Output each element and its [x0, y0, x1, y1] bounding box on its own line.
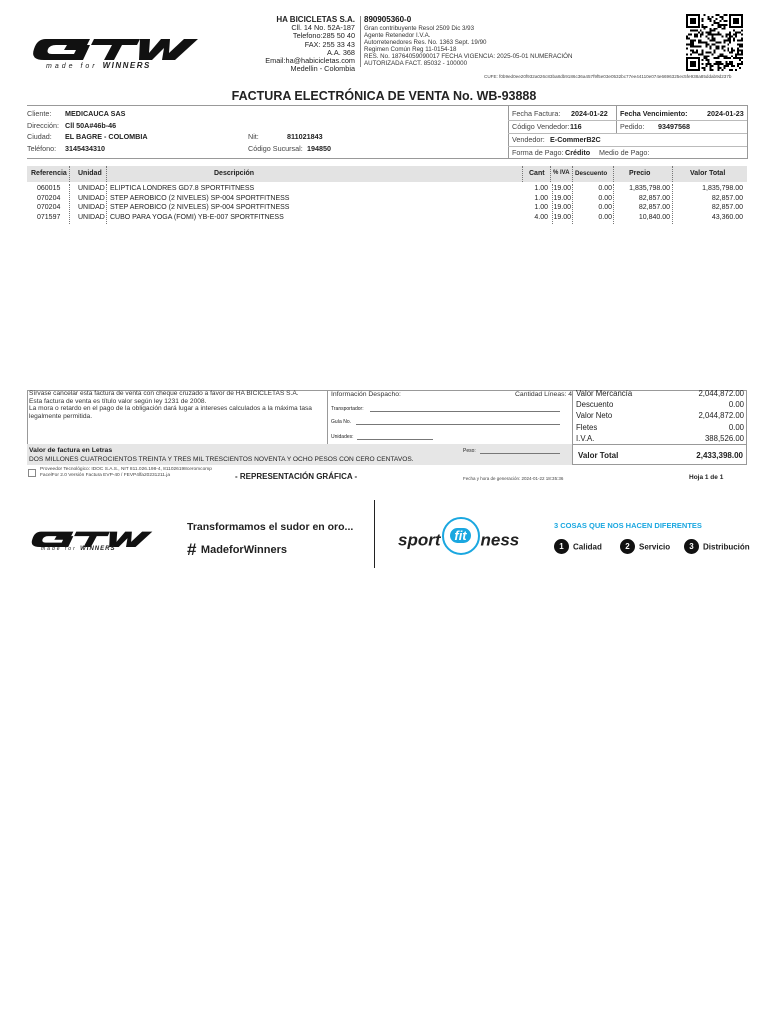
banner-tagline-b: WINNERS: [80, 546, 116, 552]
total-row: [576, 434, 744, 445]
logo-tagline-a: made for: [46, 63, 98, 70]
cell-unidad: UNIDAD: [78, 194, 105, 202]
col-referencia: Referencia: [31, 170, 67, 177]
vendedor-value: E-CommerB2C: [550, 135, 601, 144]
reg-line: RES. No. 18764059090017 FECHA VIGENCIA: 2025-05-01 NUMERACIÓN: [364, 52, 573, 60]
direccion-value: Cll 50A#46b-46: [65, 121, 117, 130]
items-table-body: [27, 184, 747, 224]
forma-pago-label: Forma de Pago:: [512, 148, 564, 157]
cell-precio: 10,840.00: [638, 213, 670, 221]
reg-line: Regimen Común Reg 11-0154-18: [364, 45, 457, 53]
banner-slogan: Transformamos el sudor en oro...: [187, 521, 354, 533]
fecha-factura-label: Fecha Factura:: [512, 109, 561, 118]
cosa-number-badge: 2: [620, 539, 635, 554]
total-label: Descuento: [576, 400, 614, 410]
ness-text: ness: [480, 530, 520, 550]
legal-line: Sírvase cancelar esta factura de venta con cheque cruzado a favor de HA BICICLETAS S.A.: [29, 390, 299, 397]
nit-value: 811021843: [287, 132, 323, 141]
valor-total-label: Valor Total: [578, 451, 619, 460]
telefono-label: Teléfono:: [27, 144, 57, 153]
cantidad-lineas: Cantidad Líneas: 4: [515, 391, 573, 398]
cliente-value: MEDICAUCA SAS: [65, 109, 126, 118]
cosa-item: [620, 538, 670, 556]
cosa-item: [554, 538, 602, 556]
company-phone: Telefono:285 50 40: [292, 31, 355, 41]
total-row: [576, 423, 744, 434]
col-descuento: Descuento: [575, 170, 608, 177]
info-despacho-label: Información Despacho:: [331, 391, 401, 398]
cosa-label: Distribución: [703, 542, 750, 552]
gtw-logo-mark: [28, 34, 203, 64]
company-fax: FAX: 255 33 43: [304, 39, 355, 49]
representacion-grafica: - REPRESENTACIÓN GRÁFICA -: [235, 472, 358, 481]
company-name: HA BICICLETAS S.A.: [276, 15, 355, 24]
sportfitness-logo: [398, 527, 519, 555]
reg-line: Agente Retenedor I.V.A.: [364, 31, 431, 39]
total-value: 2,044,872.00: [698, 411, 744, 421]
cosa-label: Calidad: [573, 542, 602, 552]
reg-line: Autorretenedores Res. No. 1363 Sept. 19/90: [364, 38, 487, 46]
codigo-vendedor-label: Código Vendedor:: [512, 122, 570, 131]
page-number: Hoja 1 de 1: [689, 474, 724, 481]
fecha-factura-value: 2024-01-22: [571, 109, 608, 118]
cell-ref: 070204: [37, 194, 61, 202]
peso-label: Peso:: [463, 448, 476, 454]
legal-line: La mora o retardo en el pago de la obligación dará lugar a intereses calculados a la máxima tasa legalmente permitida.: [29, 405, 312, 420]
banner-hashtag-row: [187, 540, 287, 560]
cell-unidad: UNIDAD: [78, 204, 105, 211]
company-block: [255, 16, 355, 73]
cosas-title: 3 COSAS QUE NOS HACEN DIFERENTES: [554, 521, 702, 530]
total-value: 0.00: [728, 422, 744, 432]
col-valor-total: Valor Total: [690, 170, 726, 177]
total-label: I.V.A.: [576, 433, 595, 443]
cell-desc: ELIPTICA LONDRES GD7.8 SPORTFITNESS: [110, 185, 255, 192]
cell-desc-val: 0.00: [598, 194, 612, 202]
cosa-number-badge: 1: [554, 539, 569, 554]
transportador-label: Transportador:: [331, 406, 364, 412]
col-iva: % IVA: [553, 170, 570, 176]
col-precio: Precio: [629, 170, 651, 177]
qr-code-image: [686, 14, 743, 71]
pedido-label: Pedido:: [620, 122, 645, 131]
cosas-list: [554, 538, 754, 556]
provider-icon: [28, 469, 36, 477]
medio-pago-label: Medio de Pago:: [599, 148, 650, 157]
valor-total-value: 2,433,398.00: [696, 451, 743, 460]
company-email: Email:ha@habicicletas.com: [265, 56, 355, 66]
total-label: Valor Neto: [576, 411, 613, 421]
cell-total: 82,857.00: [711, 194, 743, 202]
cell-precio: 1,835,798.00: [629, 185, 670, 192]
generation-date: Fecha y hora de generación: 2024-01-22 18:35:36: [463, 476, 564, 481]
cell-total: 82,857.00: [711, 204, 743, 211]
cell-iva: 19.00: [553, 213, 571, 221]
col-descripcion: Descripción: [214, 170, 255, 177]
legal-line: Esta factura de venta es título valor según ley 1231 de 2008.: [29, 397, 207, 405]
cell-unidad: UNIDAD: [78, 185, 105, 192]
fecha-vencimiento-label: Fecha Vencimiento:: [620, 109, 688, 118]
total-label: Valor Mercancía: [576, 389, 633, 398]
company-nit: 890905360-0: [364, 15, 412, 24]
table-row: [27, 203, 747, 213]
reg-line: Gran contribuyente Resol 2509 Dic 3/93: [364, 24, 475, 32]
cell-unidad: UNIDAD: [78, 213, 105, 221]
cell-desc-val: 0.00: [598, 213, 612, 221]
telefono-value: 3145434310: [65, 144, 105, 153]
cell-total: 43,360.00: [711, 213, 743, 221]
cosa-item: [684, 538, 750, 556]
provider-line: Proveedor Tecnológico: IDOC S.A.S., NIT 811.026.198-4, 811026198ceromcomp: [40, 467, 212, 472]
cell-iva: 19.00: [553, 194, 571, 202]
total-value: 2,044,872.00: [698, 389, 744, 398]
cell-ref: 060015: [37, 185, 61, 192]
table-row: [27, 213, 747, 223]
sport-text: sport: [398, 530, 441, 550]
cliente-label: Cliente:: [27, 109, 52, 118]
cell-desc: CUBO PARA YOGA (FOMI) YB-E-007 SPORTFITNESS: [110, 213, 284, 221]
cell-desc: STEP AEROBICO (2 NIVELES) SP-004 SPORTFITNESS: [110, 194, 290, 202]
fit-text: fit: [450, 528, 470, 543]
cosa-label: Servicio: [639, 542, 671, 552]
items-table-header: [27, 166, 747, 182]
total-value: 388,526.00: [704, 433, 744, 443]
cell-cant: 1.00: [534, 204, 548, 211]
nit-label: Nit:: [248, 132, 259, 141]
company-aa: A.A. 368: [327, 47, 355, 57]
banner-gtw-logo: [28, 528, 158, 558]
cell-total: 1,835,798.00: [702, 185, 743, 192]
cell-iva: 19.00: [553, 185, 571, 192]
company-address: Cll. 14 No. 52A-187: [291, 23, 355, 33]
cell-precio: 82,857.00: [638, 204, 670, 211]
col-unidad: Unidad: [78, 170, 102, 177]
cell-precio: 82,857.00: [638, 194, 670, 202]
ciudad-value: EL BAGRE - COLOMBIA: [65, 132, 148, 141]
provider-info: [40, 467, 212, 478]
sucursal-value: 194850: [307, 144, 331, 153]
total-value: 0.00: [728, 400, 744, 410]
sucursal-label: Código Sucursal:: [248, 144, 303, 153]
total-label: Fletes: [576, 422, 598, 432]
total-row: [576, 389, 744, 400]
cell-cant: 1.00: [534, 185, 548, 192]
reg-line: AUTORIZADA FACT. 85032 - 100000: [364, 59, 468, 67]
legal-notes: [29, 390, 324, 420]
total-row: [576, 400, 744, 411]
vendedor-label: Vendedor:: [512, 135, 545, 144]
provider-line: FacelFor 2.0 Versión Factura EVP-40 / FEVP4lfa20231211.ja: [40, 472, 171, 478]
cufe-code: CUFE: f0b9ed0ee20f932a026c83ba8db9186c36a457f9f5e03e0532bc77ee44110e074e6696325ec5fe938a85ddab9d237b: [484, 74, 732, 79]
cell-cant: 4.00: [534, 213, 548, 221]
table-row: [27, 194, 747, 204]
cell-iva: 19.00: [553, 204, 571, 211]
cell-desc-val: 0.00: [598, 185, 612, 192]
company-registrations: [360, 16, 680, 67]
banner-tagline-a: made for: [41, 546, 77, 552]
table-row: [27, 184, 747, 194]
qr-code: [686, 14, 743, 71]
gtw-logo: [28, 34, 203, 74]
unidades-label: Unidades:: [331, 434, 354, 440]
cell-cant: 1.00: [534, 194, 548, 202]
col-cant: Cant: [529, 170, 545, 177]
codigo-vendedor-value: 116: [570, 122, 582, 131]
guia-label: Guía No.: [331, 419, 352, 425]
cell-ref: 071597: [37, 213, 61, 221]
valor-letras-label: Valor de factura en Letras: [29, 447, 113, 454]
valor-letras-value: DOS MILLONES CUATROCIENTOS TREINTA Y TRES MIL TRESCIENTOS NOVENTA Y OCHO PESOS CON CERO CENTAVOS.: [29, 456, 414, 463]
hashtag-icon: #: [187, 540, 197, 559]
cell-ref: 070204: [37, 204, 61, 211]
cell-desc: STEP AEROBICO (2 NIVELES) SP-004 SPORTFITNESS: [110, 204, 290, 211]
forma-pago-value: Crédito: [565, 148, 591, 157]
company-city: Medellin - Colombia: [290, 64, 355, 74]
direccion-label: Dirección:: [27, 121, 59, 130]
cell-desc-val: 0.00: [598, 204, 612, 211]
total-row: [576, 411, 744, 422]
banner-hashtag: MadeforWinners: [200, 544, 287, 556]
logo-tagline-b: WINNERS: [102, 61, 151, 70]
fit-badge: [442, 517, 480, 555]
invoice-title: FACTURA ELECTRÓNICA DE VENTA No. WB-93888: [231, 89, 537, 103]
pedido-value: 93497568: [658, 122, 690, 131]
banner-divider: [374, 500, 375, 568]
cosa-number-badge: 3: [684, 539, 699, 554]
fecha-vencimiento-value: 2024-01-23: [707, 109, 744, 118]
ciudad-label: Ciudad:: [27, 132, 52, 141]
